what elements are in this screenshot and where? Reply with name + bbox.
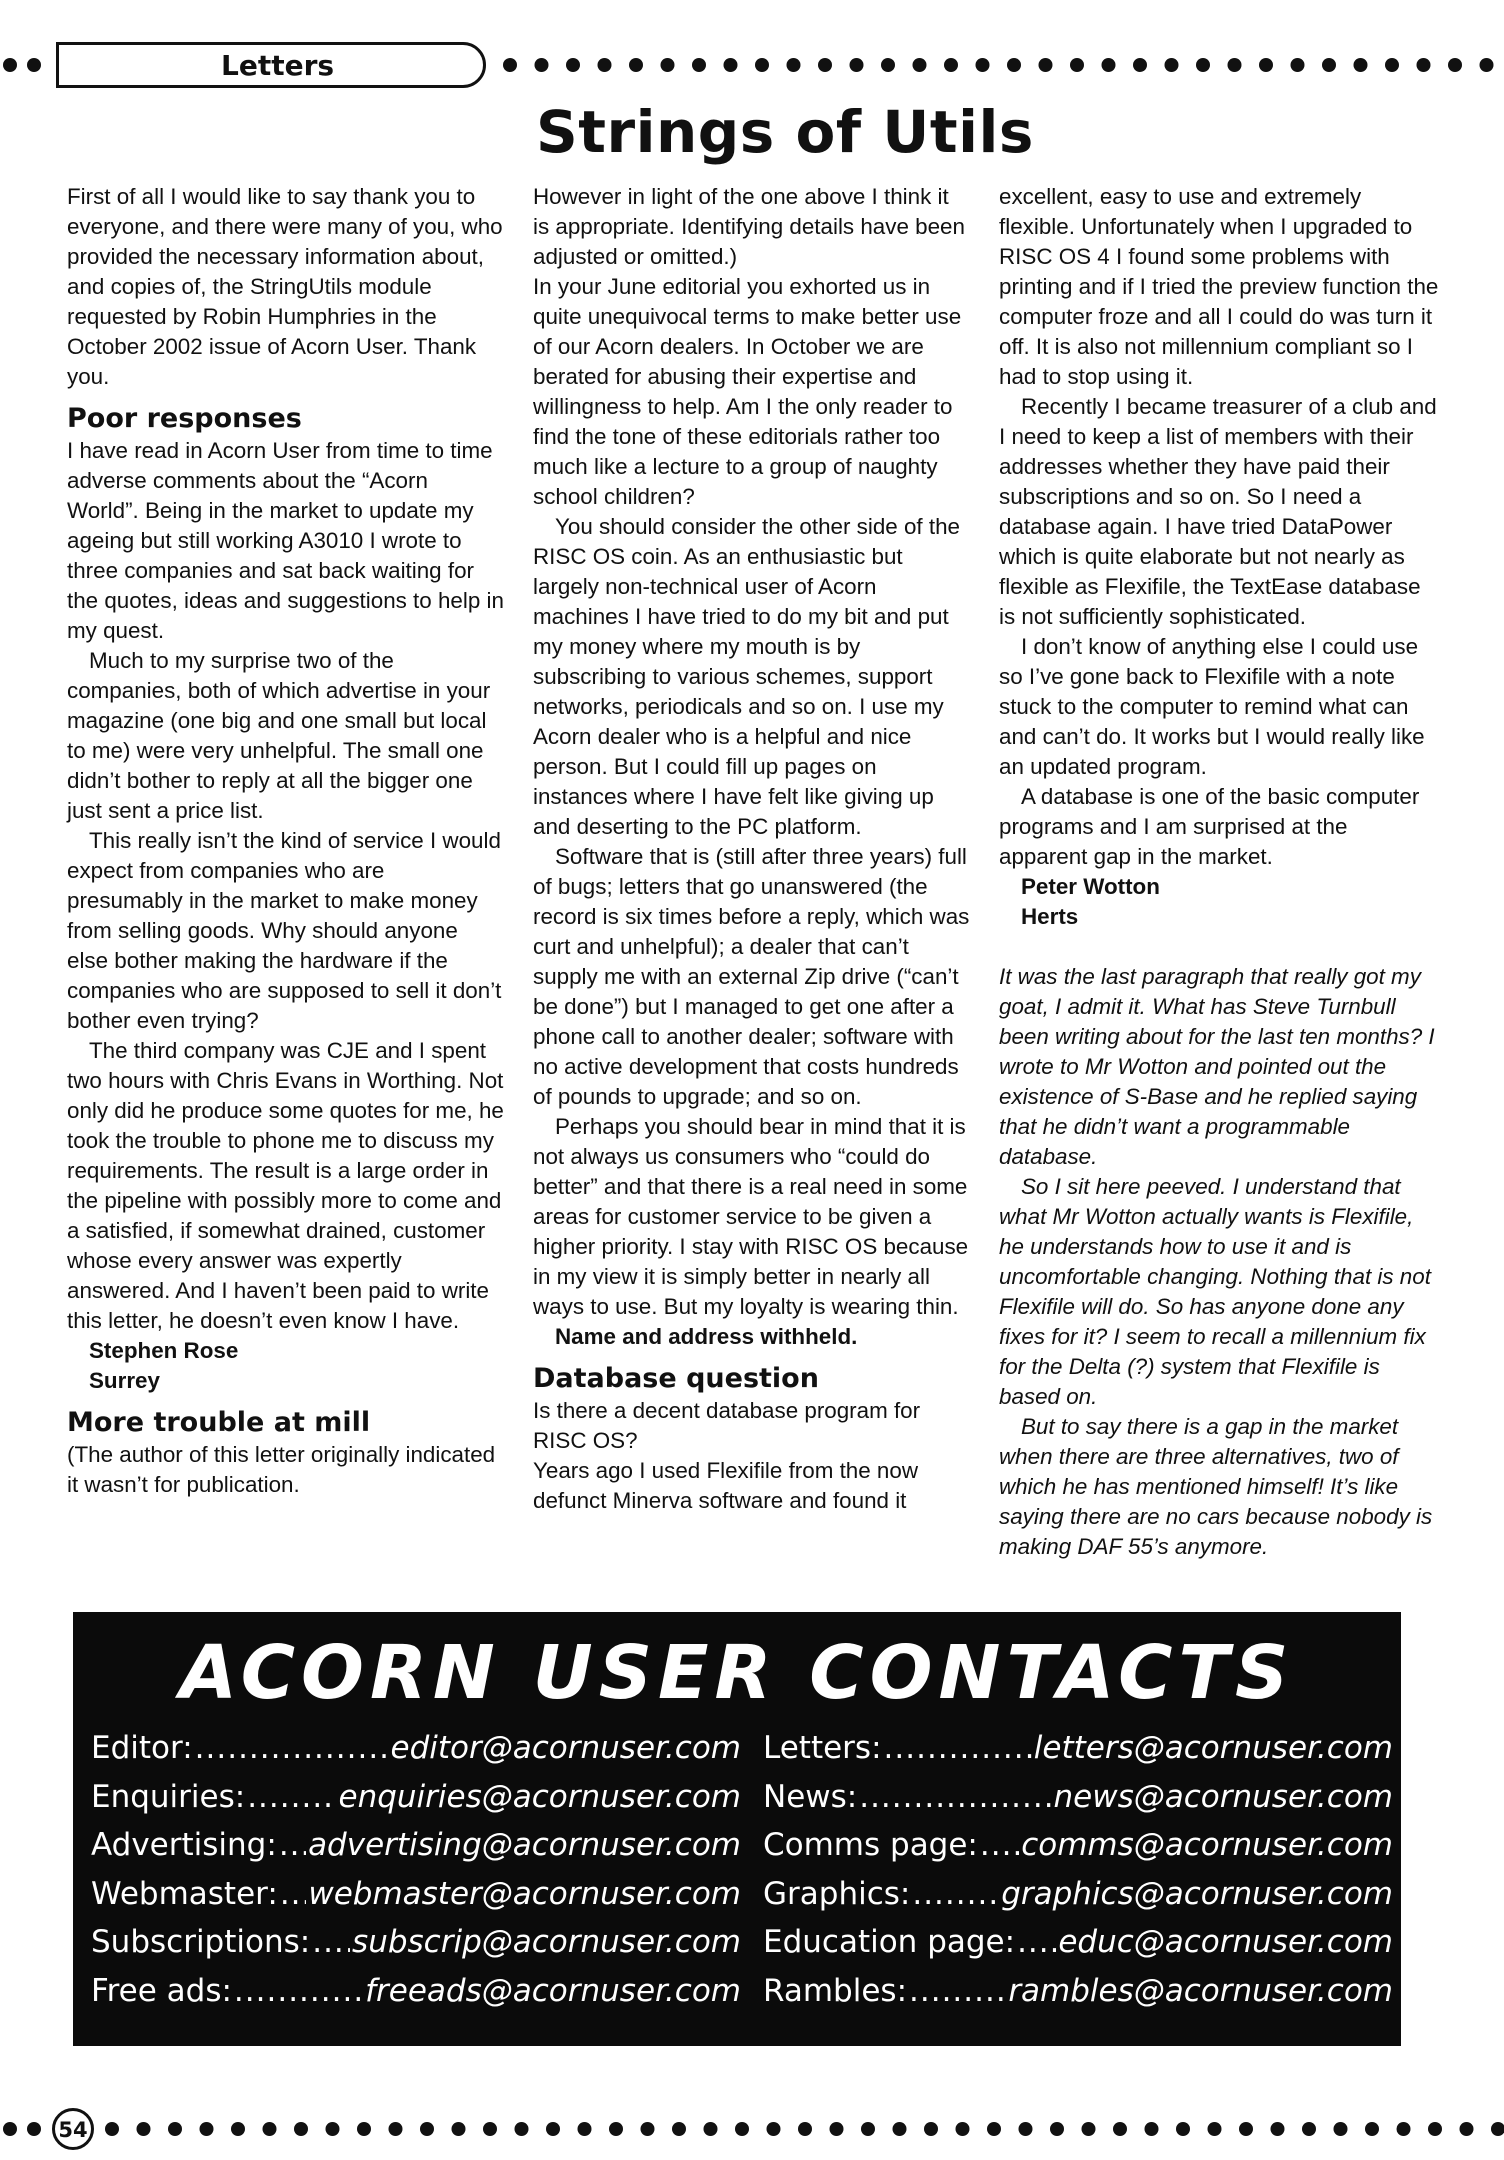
decorative-dot <box>641 2122 655 2136</box>
decorative-dot <box>1397 2122 1411 2136</box>
contact-row <box>763 1876 1393 1925</box>
contact-email[interactable]: enquiries@acornuser.com <box>338 1778 741 1815</box>
decorative-dot <box>1354 58 1368 72</box>
heading-poor-responses: Poor responses <box>67 403 302 434</box>
decorative-dot <box>1007 58 1021 72</box>
decorative-dot <box>1334 2122 1348 2136</box>
paragraph: Much to my surprise two of the companies, both of which advertise in your magazine (one big and one small but local to me) were very unhelpful. The small one didn’t bother to reply at all the bigger one just sent a price list. <box>67 648 491 823</box>
paragraph: Software that is (still after three years) full of bugs; letters that go unanswered (the record is six times before a reply, which was curt and unhelpful); a dealer that can’t supply me with an external Zip drive (“can’t be done”) but I managed to get one after a phone call to another dealer; software with no active development that costs hundreds of pounds to upgrade; and so on. <box>533 844 970 1109</box>
decorative-dot <box>1491 2122 1504 2136</box>
paragraph: excellent, easy to use and extremely flexible. Unfortunately when I upgraded to RISC OS 4 I found some problems with printing and if I tried the preview function the computer froze and all I could do was turn it off. It is also not millennium compliant so I had to stop using it. <box>999 184 1439 389</box>
contact-row <box>91 1779 741 1828</box>
decorative-dot <box>168 2122 182 2136</box>
decorative-dot <box>956 2122 970 2136</box>
contact-label: Education page: <box>763 1924 1016 1960</box>
decorative-dot <box>1228 58 1242 72</box>
contact-label: Graphics: <box>763 1875 911 1912</box>
decorative-dot <box>767 2122 781 2136</box>
decorative-dot <box>1113 2122 1127 2136</box>
decorative-dot <box>105 2122 119 2136</box>
paragraph: You should consider the other side of the RISC OS coin. As an enthusiastic but largely non-technical user of Acorn machines I have tried to do my bit and put my money where my mouth is by subscribing to various schemes, support networks, periodicals and so on. I use my Acorn dealer who is a helpful and nice person. But I could fill up pages on instances where I have felt like giving up and deserting to the PC platform. <box>533 514 960 839</box>
decorative-dot <box>755 58 769 72</box>
decorative-dot <box>3 2122 17 2136</box>
contacts-box <box>73 1612 1401 2046</box>
decorative-dot <box>1050 2122 1064 2136</box>
contact-label: News: <box>763 1778 858 1815</box>
decorative-dot <box>389 2122 403 2136</box>
decorative-dot <box>566 58 580 72</box>
decorative-dot <box>661 58 675 72</box>
dot-leader <box>280 1876 307 1912</box>
contact-label: Webmaster: <box>91 1875 278 1912</box>
decorative-dot <box>1259 58 1273 72</box>
contacts-left-list <box>91 1730 741 2021</box>
paragraph: Perhaps you should bear in mind that it is not always us consumers who “could do better” and that there is a real need in some areas for customer service to be given a higher priority. I stay with RISC OS because in my view it is simply better in nearly all ways to use. But my loyalty is wearing thin. <box>533 1114 969 1319</box>
editor-reply: It was the last paragraph that really got my goat, I admit it. What has Steve Turnbull been writing about for the last ten months? I wrote to Mr Wotton and pointed out the existence of S-Base and he replied saying that he didn’t want a programmable database. <box>999 964 1435 1169</box>
signature-place: Surrey <box>89 1368 160 1393</box>
decorative-dot <box>830 2122 844 2136</box>
contact-email[interactable]: webmaster@acornuser.com <box>308 1875 741 1912</box>
section-label: Letters <box>221 49 335 82</box>
decorative-dot <box>893 2122 907 2136</box>
contact-email[interactable]: subscrip@acornuser.com <box>352 1924 741 1960</box>
contact-label: Comms page: <box>763 1827 978 1863</box>
decorative-dot <box>1428 2122 1442 2136</box>
decorative-dot <box>944 58 958 72</box>
decorative-dot <box>913 58 927 72</box>
decorative-dot <box>483 2122 497 2136</box>
heading-more-trouble: More trouble at mill <box>67 1407 371 1438</box>
contact-email[interactable]: educ@acornuser.com <box>1058 1924 1393 1960</box>
decorative-dot <box>1082 2122 1096 2136</box>
decorative-dot <box>3 58 17 72</box>
decorative-dot <box>535 58 549 72</box>
paragraph: Is there a decent database program for RISC OS? <box>533 1398 921 1453</box>
decorative-dot <box>704 2122 718 2136</box>
footer-dot-rule <box>0 2117 1504 2141</box>
decorative-dot <box>1322 58 1336 72</box>
decorative-dot <box>850 58 864 72</box>
contact-email[interactable]: rambles@acornuser.com <box>1008 1972 1393 2009</box>
page-number: 54 <box>52 2108 94 2150</box>
paragraph: Years ago I used Flexifile from the now defunct Minerva software and found it <box>533 1458 918 1513</box>
contact-label: Rambles: <box>763 1972 908 2009</box>
editor-reply: So I sit here peeved. I understand that what Mr Wotton actually wants is Flexifile, he understands how to use it and is uncomfortable changing. Nothing that is not Flexifile will do. So has anyone done any fixes for it? I seem to recall a millennium fix for the Delta (?) system that Flexifile is based on. <box>999 1174 1431 1409</box>
decorative-dot <box>724 58 738 72</box>
decorative-dot <box>924 2122 938 2136</box>
decorative-dot <box>1176 2122 1190 2136</box>
decorative-dot <box>1019 2122 1033 2136</box>
contact-row <box>91 1827 741 1876</box>
decorative-dot <box>200 2122 214 2136</box>
contact-email[interactable]: graphics@acornuser.com <box>1001 1875 1393 1912</box>
contact-email[interactable]: editor@acornuser.com <box>390 1730 741 1766</box>
contact-row <box>763 1730 1393 1779</box>
decorative-dot <box>1271 2122 1285 2136</box>
contact-email[interactable]: advertising@acornuser.com <box>308 1827 741 1863</box>
decorative-dot <box>137 2122 151 2136</box>
contact-email[interactable]: news@acornuser.com <box>1053 1778 1393 1815</box>
paragraph: First of all I would like to say thank you to everyone, and there were many of you, who provided the necessary information about, and copies of, the StringUtils module requested by Robin Humphries in the October 2002 issue of Acorn User. Thank you. <box>67 184 503 389</box>
dot-leader <box>884 1730 1032 1766</box>
decorative-dot <box>1102 58 1116 72</box>
decorative-dot <box>861 2122 875 2136</box>
decorative-dot <box>735 2122 749 2136</box>
decorative-dot <box>420 2122 434 2136</box>
paragraph: I have read in Acorn User from time to time adverse comments about the “Acorn World”. Being in the market to update my ageing but still working A3010 I wrote to three companies and sat back waiting for the quotes, ideas and suggestions to help in my quest. <box>67 438 504 643</box>
decorative-dot <box>1145 2122 1159 2136</box>
decorative-dot <box>1417 58 1431 72</box>
paragraph: A database is one of the basic computer programs and I am surprised at the apparent gap in the market. <box>999 784 1420 869</box>
contact-row <box>91 1973 741 2022</box>
dot-leader <box>195 1730 389 1766</box>
decorative-dot <box>452 2122 466 2136</box>
decorative-dot <box>1365 2122 1379 2136</box>
decorative-dot <box>27 58 41 72</box>
dot-leader <box>909 1973 1006 2009</box>
dot-leader <box>312 1924 350 1960</box>
decorative-dot <box>578 2122 592 2136</box>
dot-leader <box>279 1827 306 1863</box>
section-tab <box>56 42 486 88</box>
decorative-dot <box>629 58 643 72</box>
paragraph: However in light of the one above I think it is appropriate. Identifying details have been adjusted or omitted.) <box>533 184 965 269</box>
decorative-dot <box>357 2122 371 2136</box>
decorative-dot <box>546 2122 560 2136</box>
column-1 <box>67 182 504 1500</box>
decorative-dot <box>787 58 801 72</box>
dot-leader <box>1017 1924 1056 1960</box>
paragraph: (The author of this letter originally indicated it wasn’t for publication. <box>67 1442 496 1497</box>
decorative-dot <box>294 2122 308 2136</box>
signature-name: Peter Wotton <box>1021 874 1160 899</box>
decorative-dot <box>1385 58 1399 72</box>
paragraph: In your June editorial you exhorted us in quite unequivocal terms to make better use of our Acorn dealers. In October we are berated for abusing their expertise and willingness to help. Am I the only reader to find the tone of these editorials rather too much like a lecture to a group of naughty school children? <box>533 274 962 509</box>
decorative-dot <box>231 2122 245 2136</box>
decorative-dot <box>976 58 990 72</box>
decorative-dot <box>672 2122 686 2136</box>
contact-label: Enquiries: <box>91 1778 246 1815</box>
contact-row <box>91 1730 741 1779</box>
contact-row <box>763 1924 1393 1973</box>
signature-withheld: Name and address withheld. <box>555 1324 858 1349</box>
contact-row <box>763 1973 1393 2022</box>
decorative-dot <box>1070 58 1084 72</box>
dot-leader <box>234 1973 363 2009</box>
editor-reply: But to say there is a gap in the market when there are three alternatives, two of which he has mentioned himself! It’s like saying there are no cars because nobody is making DAF 55’s anymore. <box>999 1414 1433 1559</box>
contact-row <box>91 1924 741 1973</box>
page-title: Strings of Utils <box>536 98 1034 166</box>
decorative-dot <box>987 2122 1001 2136</box>
signature-place: Herts <box>1021 904 1079 929</box>
signature-name: Stephen Rose <box>89 1338 239 1363</box>
paragraph: This really isn’t the kind of service I would expect from companies who are presumably in the market to make money from selling goods. Why should anyone else bother making the hardware if the companies who are supposed to sell it don’t bother even trying? <box>67 828 502 1033</box>
decorative-dot <box>1208 2122 1222 2136</box>
decorative-dot <box>1133 58 1147 72</box>
contact-label: Subscriptions: <box>91 1924 311 1960</box>
dot-rule-svg <box>0 2117 1504 2141</box>
dot-leader <box>859 1779 1051 1815</box>
dot-leader <box>247 1779 336 1815</box>
column-3 <box>999 182 1439 1562</box>
contact-email[interactable]: letters@acornuser.com <box>1033 1730 1393 1766</box>
decorative-dot <box>27 2122 41 2136</box>
contact-label: Free ads: <box>91 1972 232 2009</box>
decorative-dot <box>1302 2122 1316 2136</box>
decorative-dot <box>609 2122 623 2136</box>
contact-label: Editor: <box>91 1730 193 1766</box>
decorative-dot <box>326 2122 340 2136</box>
contact-label: Letters: <box>763 1730 882 1766</box>
decorative-dot <box>1196 58 1210 72</box>
decorative-dot <box>881 58 895 72</box>
contact-row <box>763 1827 1393 1876</box>
contacts-title: ACORN USER CONTACTS <box>179 1630 1295 1716</box>
paragraph: The third company was CJE and I spent two hours with Chris Evans in Worthing. Not only did he produce some quotes for me, he took the trouble to phone me to discuss my requirements. The result is a large order in the pipeline with possibly more to come and a satisfied, if somewhat drained, customer whose every answer was expertly answered. And I haven’t been paid to write this letter, he doesn’t even know I have. <box>67 1038 504 1333</box>
decorative-dot <box>1448 58 1462 72</box>
decorative-dot <box>1480 58 1494 72</box>
contacts-right-list <box>763 1730 1393 2021</box>
contact-email[interactable]: comms@acornuser.com <box>1021 1827 1393 1863</box>
contact-row <box>763 1779 1393 1828</box>
decorative-dot <box>1239 2122 1253 2136</box>
contact-label: Advertising: <box>91 1827 277 1863</box>
decorative-dot <box>1165 58 1179 72</box>
decorative-dot <box>263 2122 277 2136</box>
decorative-dot <box>1291 58 1305 72</box>
paragraph: Recently I became treasurer of a club and I need to keep a list of members with their addresses whether they have paid their subscriptions and so on. So I need a database again. I have tried DataPower which is quite elaborate but not nearly as flexible as Flexifile, the TextEase database is not sufficiently sophisticated. <box>999 394 1437 629</box>
decorative-dot <box>798 2122 812 2136</box>
paragraph: I don’t know of anything else I could use so I’ve gone back to Flexifile with a note stuck to the computer to remind what can and can’t do. It works but I would really like an updated program. <box>999 634 1425 779</box>
dot-leader <box>980 1827 1019 1863</box>
contact-row <box>91 1876 741 1925</box>
contact-email[interactable]: freeads@acornuser.com <box>365 1972 741 2009</box>
decorative-dot <box>1460 2122 1474 2136</box>
dot-leader <box>912 1876 999 1912</box>
heading-database-question: Database question <box>533 1363 819 1394</box>
decorative-dot <box>818 58 832 72</box>
decorative-dot <box>503 58 517 72</box>
decorative-dot <box>598 58 612 72</box>
decorative-dot <box>1039 58 1053 72</box>
column-2 <box>533 182 970 1516</box>
decorative-dot <box>515 2122 529 2136</box>
decorative-dot <box>692 58 706 72</box>
